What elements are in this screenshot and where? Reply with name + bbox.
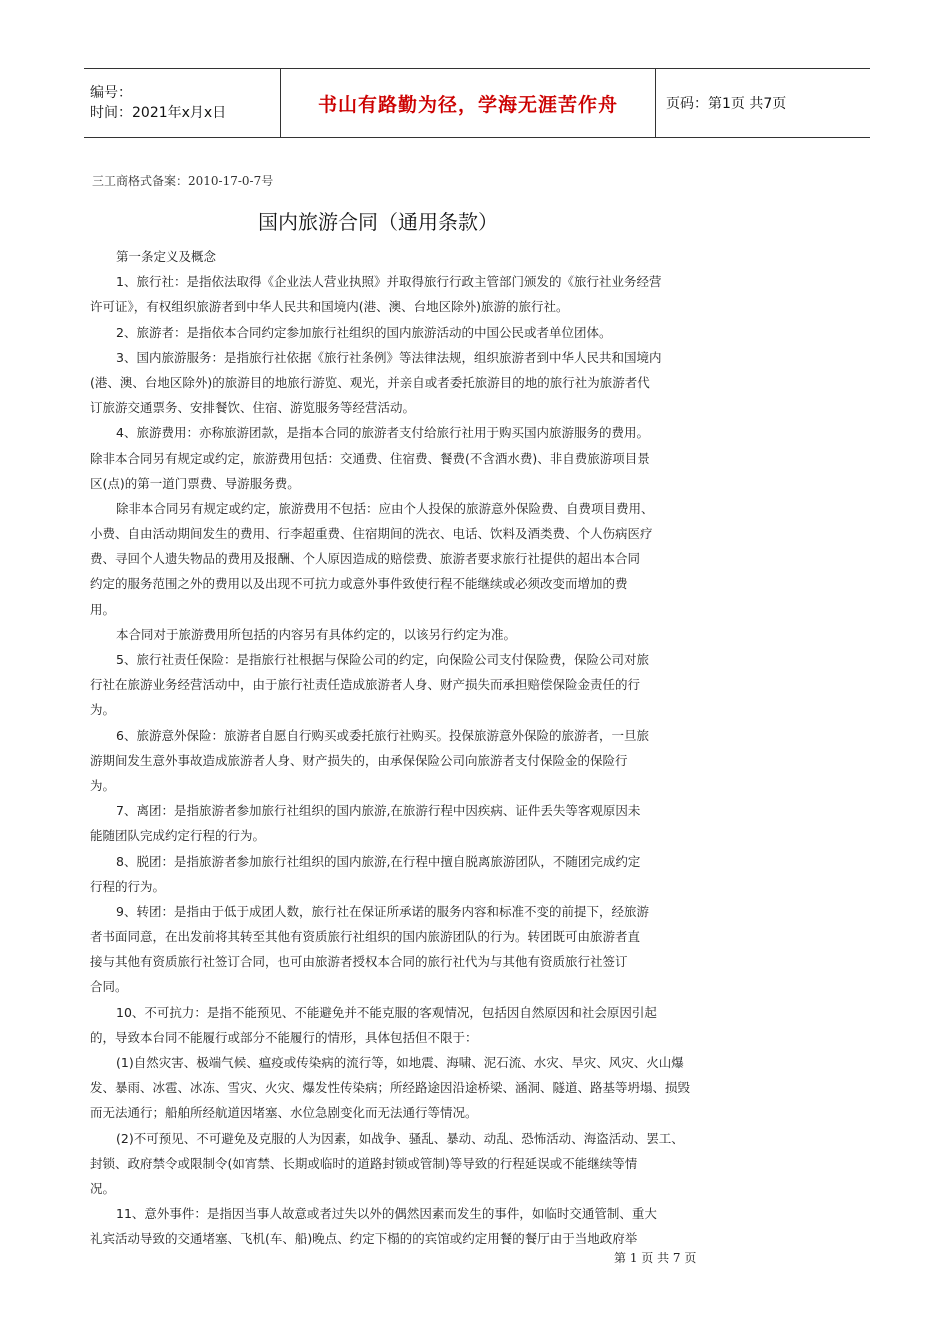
page-footer: 第 1 页 共 7 页: [614, 1251, 697, 1265]
text-line: 用。: [90, 601, 116, 617]
text-line: 行程的行为。: [90, 878, 166, 894]
text-line: 区(点)的第一道门票费、导游服务费。: [90, 475, 300, 491]
text-line: 能随团队完成约定行程的行为。: [90, 828, 266, 844]
text-line: 9、转团：是指由于低于成团人数，旅行社在保证所承诺的服务内容和标准不变的前提下，经旅游: [116, 903, 649, 919]
text-line: 为。: [90, 702, 116, 718]
text-line: 8、脱团：是指旅游者参加旅行社组织的国内旅游,在行程中擅自脱离旅游团队，不随团完成约定: [116, 853, 641, 869]
text-line: 除非本合同另有规定或约定，旅游费用包括：交通费、住宿费、餐费(不含酒水费)、非自费旅游项目景: [90, 450, 650, 466]
text-line: 礼宾活动导致的交通堵塞、飞机(车、船)晚点、约定下榻的的宾馆或约定用餐的餐厅由于当地政府举: [90, 1231, 638, 1247]
text-line: 4、旅游费用：亦称旅游团款，是指本合同的旅游者支付给旅行社用于购买国内旅游服务的费用。: [116, 425, 649, 441]
text-line: 而无法通行；船舶所经航道因堵塞、水位急剧变化而无法通行等情况。: [90, 1105, 478, 1121]
text-line: 封锁、政府禁令或限制令(如宵禁、长期或临时的道路封锁或管制)等导致的行程延误或不能继续等情: [90, 1155, 638, 1171]
text-line: 小费、自由活动期间发生的费用、行李超重费、住宿期间的洗衣、电话、饮料及酒类费、个人伤病医疗: [90, 526, 653, 542]
text-line: 1、旅行社：是指依法取得《企业法人营业执照》并取得旅行行政主管部门颁发的《旅行社业务经营: [116, 274, 662, 290]
document-body: [90, 244, 790, 1252]
text-line: 者书面同意，在出发前将其转至其他有资质旅行社组织的国内旅游团队的行为。转团既可由旅游者直: [90, 929, 641, 945]
text-line: 为。: [90, 777, 116, 793]
text-line: 7、离团：是指旅游者参加旅行社组织的国内旅游,在旅游行程中因疾病、证件丢失等客观原因未: [116, 803, 641, 819]
text-line: 的，导致本台同不能履行或部分不能履行的情形，具体包括但不限于：: [90, 1029, 478, 1045]
page-header: [84, 68, 870, 138]
header-motto: 书山有路勤为径，学海无涯苦作舟: [281, 69, 656, 137]
text-line: 10、不可抗力：是指不能预见、不能避免并不能克服的客观情况，包括因自然原因和社会原因引起: [116, 1004, 657, 1020]
text-line: 除非本合同另有规定或约定，旅游费用不包括：应由个人投保的旅游意外保险费、自费项目费用、: [116, 500, 654, 516]
text-line: 发、暴雨、冰雹、冰冻、雪灾、火灾、爆发性传染病；所经路途因沿途桥梁、涵洞、隧道、路基等坍塌、损毁: [90, 1080, 691, 1096]
text-line: (2)不可预见、不可避免及克服的人为因素，如战争、骚乱、暴动、动乱、恐怖活动、海盗活动、罢工、: [116, 1130, 684, 1146]
text-line: 行社在旅游业务经营活动中，由于旅行社责任造成旅游者人身、财产损失而承担赔偿保险金责任的行: [90, 677, 641, 693]
header-meta: [84, 69, 281, 137]
text-line: 第一条定义及概念: [116, 249, 217, 264]
text-line: 5、旅行社责任保险：是指旅行社根据与保险公司的约定，向保险公司支付保险费，保险公司对旅: [116, 652, 649, 667]
time-label: 时间：2021年x月x日: [90, 105, 227, 121]
text-line: (港、澳、台地区除外)的旅游目的地旅行游览、观光，并亲自或者委托旅游目的地的旅行社为旅游者代: [90, 374, 650, 390]
text-line: 况。: [90, 1180, 116, 1196]
number-label: 编号：: [90, 85, 132, 101]
text-line: 接与其他有资质旅行社签订合同，也可由旅游者授权本合同的旅行社代为与其他有资质旅行社签订: [90, 954, 628, 970]
document-title: 国内旅游合同（通用条款）: [258, 210, 498, 234]
text-line: 2、旅游者：是指依本合同约定参加旅行社组织的国内旅游活动的中国公民或者单位团体。: [116, 324, 612, 340]
text-line: 约定的服务范围之外的费用以及出现不可抗力或意外事件致使行程不能继续或必须改变而增加的费: [90, 576, 628, 592]
text-line: 许可证》，有权组织旅游者到中华人民共和国境内(港、澳、台地区除外)旅游的旅行社。: [90, 299, 569, 315]
text-line: 本合同对于旅游费用所包括的内容另有具体约定的，以该另行约定为准。: [116, 626, 517, 642]
text-line: 3、国内旅游服务：是指旅行社依据《旅行社条例》等法律法规，组织旅游者到中华人民共和国境内: [116, 349, 662, 365]
text-line: 费、寻回个人遗失物品的费用及报酬、个人原因造成的赔偿费、旅游者要求旅行社提供的超出本合同: [90, 551, 641, 567]
header-page-info: 页码：第1页 共7页: [666, 96, 787, 112]
text-line: 游期间发生意外事故造成旅游者人身、财产损失的，由承保保险公司向旅游者支付保险金的保险行: [90, 752, 628, 768]
record-line: 三工商格式备案：2010-17-0-7号: [92, 174, 274, 188]
text-line: 6、旅游意外保险：旅游者自愿自行购买或委托旅行社购买。投保旅游意外保险的旅游者，一旦旅: [116, 727, 649, 743]
text-line: (1)自然灾害、极端气候、瘟疫或传染病的流行等，如地震、海啸、泥石流、水灾、旱灾、风灾、火山爆: [116, 1055, 684, 1070]
text-line: 合同。: [90, 979, 128, 995]
text-line: 订旅游交通票务、安排餐饮、住宿、游览服务等经营活动。: [90, 400, 416, 416]
text-line: 11、意外事件：是指因当事人故意或者过失以外的偶然因素而发生的事件，如临时交通管制、重大: [116, 1206, 657, 1222]
